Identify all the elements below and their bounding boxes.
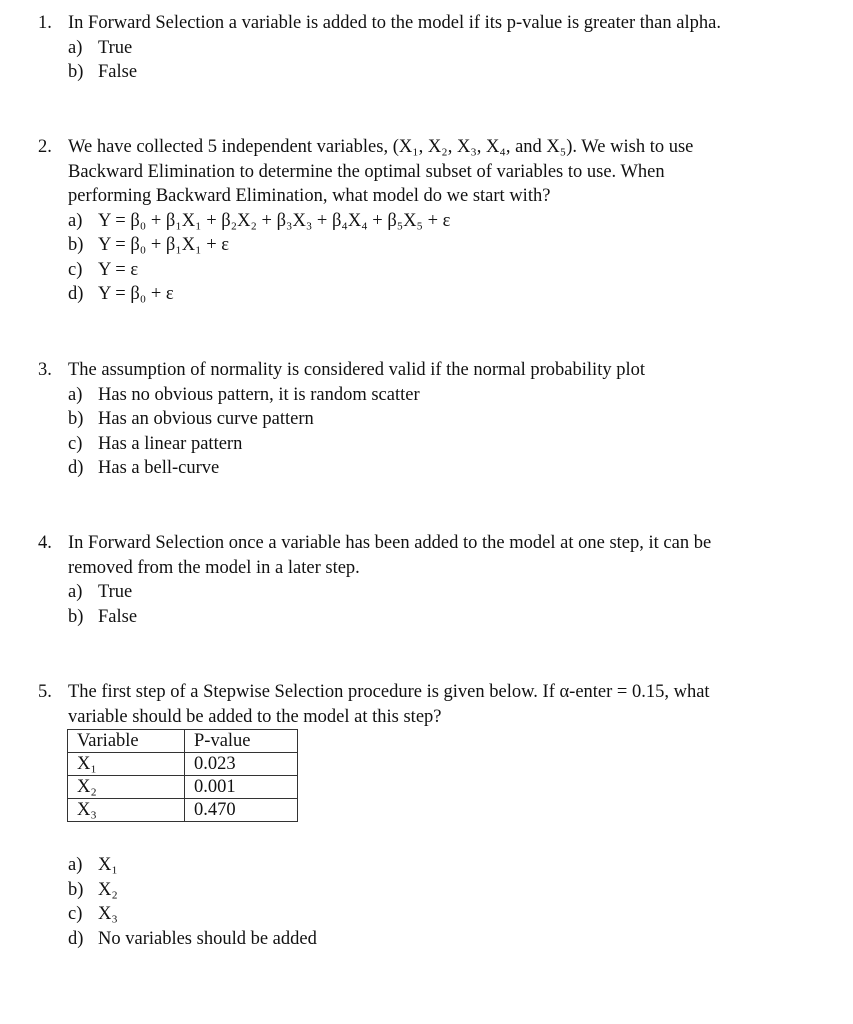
option-letter: a) [68, 855, 83, 875]
option-text: X₂ [98, 879, 118, 900]
option-text: True [98, 37, 133, 58]
option-letter: a) [68, 210, 83, 231]
option-d[interactable] [68, 282, 828, 307]
question-1-stem [38, 11, 828, 36]
question-number: 3. [38, 360, 52, 380]
option-letter: b) [68, 409, 84, 429]
option-letter: a) [68, 37, 83, 58]
option-text: No variables should be added [98, 928, 317, 949]
table-cell: X₂ [68, 776, 185, 799]
table-row [68, 776, 298, 799]
option-text: Y = β₀ + β₁X₁ + ε [98, 235, 230, 255]
question-text-line: In Forward Selection a variable is added to the model if its p-value is greater than alpha. [68, 13, 721, 33]
question-text-line: performing Backward Elimination, what model do we start with? [68, 186, 551, 206]
option-text: True [98, 582, 133, 602]
question-4-stem [38, 531, 828, 580]
question-text-line: removed from the model in a later step. [68, 557, 360, 578]
table-cell: 0.023 [185, 753, 298, 776]
table-row [68, 799, 298, 822]
question-4 [38, 531, 828, 629]
option-c[interactable] [68, 432, 828, 457]
option-a[interactable] [68, 853, 828, 878]
question-text-line: In Forward Selection once a variable has been added to the model at one step, it can be [68, 533, 712, 553]
question-number: 5. [38, 682, 52, 702]
option-letter: b) [68, 879, 84, 900]
option-letter: c) [68, 259, 83, 280]
option-text: Has a bell-curve [98, 458, 220, 478]
option-letter: d) [68, 284, 84, 304]
table-header-cell: Variable [68, 730, 185, 753]
question-number: 1. [38, 13, 52, 33]
question-1 [38, 11, 828, 85]
option-text: Y = ε [98, 259, 139, 280]
question-2-stem [38, 135, 828, 209]
option-text: Y = β₀ + ε [98, 284, 174, 304]
question-3-stem [38, 358, 828, 383]
question-5 [38, 680, 828, 729]
option-d[interactable] [68, 456, 828, 481]
option-letter: c) [68, 904, 83, 924]
option-letter: b) [68, 62, 84, 82]
option-letter: b) [68, 606, 84, 627]
option-b[interactable] [68, 407, 828, 432]
table-cell: X₁ [68, 753, 185, 776]
option-letter: a) [68, 582, 83, 602]
question-5-options [38, 853, 828, 951]
question-text-line: The first step of a Stepwise Selection procedure is given below. If α-enter = 0.15, what [68, 682, 710, 702]
option-letter: b) [68, 235, 84, 255]
question-text-line: variable should be added to the model at this step? [68, 706, 442, 727]
option-text: False [98, 606, 138, 627]
option-text: Y = β₀ + β₁X₁ + β₂X₂ + β₃X₃ + β₄X₄ + β₅X₅ + ε [98, 210, 451, 231]
option-b[interactable] [68, 233, 828, 258]
option-a[interactable] [68, 36, 828, 61]
question-2 [38, 135, 828, 307]
table-header-row [68, 730, 298, 753]
question-5-stem [38, 680, 828, 729]
question-number: 2. [38, 137, 52, 157]
option-letter: d) [68, 458, 84, 478]
table-row [68, 753, 298, 776]
question-3 [38, 358, 828, 481]
option-c[interactable] [68, 902, 828, 927]
table-cell: 0.001 [185, 776, 298, 799]
option-letter: c) [68, 433, 83, 454]
table-header-cell: P-value [185, 730, 298, 753]
option-a[interactable] [68, 209, 828, 234]
option-a[interactable] [68, 580, 828, 605]
option-letter: a) [68, 384, 83, 405]
option-b[interactable] [68, 60, 828, 85]
option-a[interactable] [68, 383, 828, 408]
option-c[interactable] [68, 258, 828, 283]
question-text-line: Backward Elimination to determine the optimal subset of variables to use. When [68, 161, 665, 182]
option-text: Has an obvious curve pattern [98, 409, 314, 429]
option-text: False [98, 62, 138, 82]
p-value-table [67, 729, 298, 822]
option-text: Has a linear pattern [98, 433, 243, 454]
option-text: X₁ [98, 855, 118, 875]
option-d[interactable] [68, 927, 828, 952]
question-text-line: We have collected 5 independent variables, (X₁, X₂, X₃, X₄, and X₅). We wish to use [68, 137, 694, 157]
table-cell: X₃ [68, 799, 185, 822]
option-letter: d) [68, 928, 84, 949]
option-text: X₃ [98, 904, 118, 924]
option-b[interactable] [68, 878, 828, 903]
table-cell: 0.470 [185, 799, 298, 822]
question-number: 4. [38, 533, 52, 553]
question-text-line: The assumption of normality is considered valid if the normal probability plot [68, 360, 645, 380]
option-text: Has no obvious pattern, it is random scatter [98, 384, 420, 405]
option-b[interactable] [68, 605, 828, 630]
